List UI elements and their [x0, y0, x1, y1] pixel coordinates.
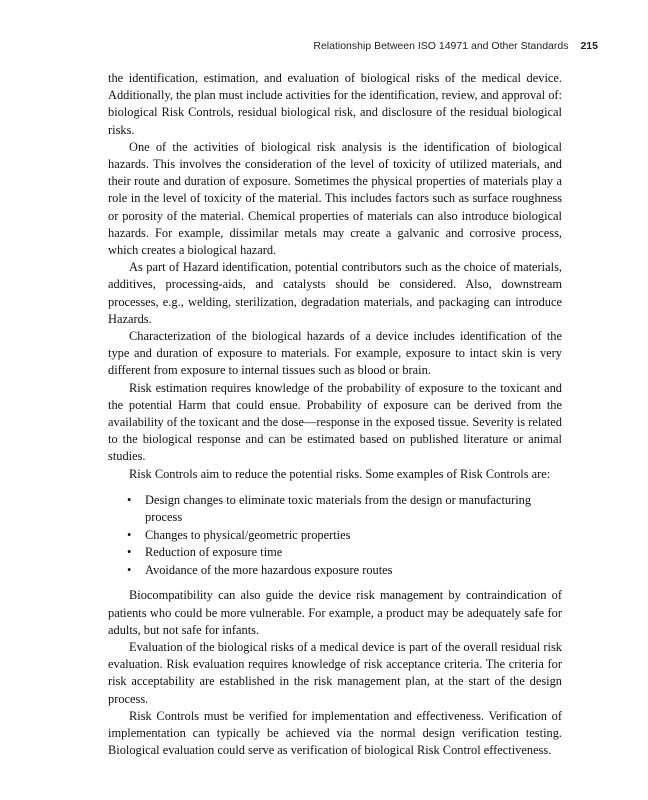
paragraph-verification: Risk Controls must be verified for implementation and effectiveness. Verification of implementation can typically be achieved via the normal design verification testing. Biological evaluation could serve as verification of biological Risk Control effectiveness.: [108, 708, 562, 758]
paragraph-biocompatibility: Biocompatibility can also guide the device risk management by contraindication of patients who could be more vulnerable. For example, a product may be adequately safe for adults, but not safe for infants.: [108, 588, 562, 637]
list-item: [108, 527, 562, 544]
running-header: [108, 40, 598, 52]
list-item: [108, 562, 562, 579]
paragraph-continuation: the identification, estimation, and evaluation of biological risks of the medical device. Additionally, the plan must include activities for the identification, review, and approval of: biological Risk Controls, residual biological risk, and disclosure of the residual biological risks.: [108, 71, 562, 137]
paragraph-characterization: Characterization of the biological hazards of a device includes identification of the type and duration of exposure to materials. For example, exposure to intact skin is very different from exposure to internal tissues such as blood or brain.: [108, 329, 562, 378]
risk-controls-list: [108, 492, 562, 580]
paragraph-risk-estimation: Risk estimation requires knowledge of the probability of exposure to the toxicant and the potential Harm that could ensue. Probability of exposure can be derived from the availability of the toxicant and the dose—response in the exposed tissue. Severity is related to the biological response and can be estimated based on published literature or animal studies.: [108, 380, 562, 464]
paragraph-biological-hazards: One of the activities of biological risk analysis is the identification of biological hazards. This involves the consideration of the level of toxicity of utilized materials, and their route and duration of exposure. Sometimes the physical properties of materials play a role in the level of toxicity of the material. This includes factors such as surface roughness or porosity of the material. Chemical properties of materials can also introduce biological hazards. For example, dissimilar metals may create a galvanic and corrosive process, which creates a biological hazard.: [108, 139, 562, 258]
list-item-text: Avoidance of the more hazardous exposure routes: [145, 563, 393, 578]
bullet-symbol: •: [127, 527, 132, 542]
bullet-symbol: •: [127, 492, 132, 507]
list-item-text: Reduction of exposure time: [145, 545, 283, 560]
bullet-symbol: •: [127, 563, 132, 578]
body-text: [108, 70, 562, 759]
bullet-symbol: •: [127, 545, 132, 560]
list-item-text: Design changes to eliminate toxic materials from the design or manufacturing process: [145, 492, 532, 525]
page-number: 215: [580, 40, 598, 52]
paragraph-hazard-identification: As part of Hazard identification, potential contributors such as the choice of materials, additives, processing-aids, and catalysts should be considered. Also, downstream processes, e.g., welding, sterilization, degradation materials, and packaging can introduce Hazards.: [108, 260, 562, 326]
list-item: [108, 492, 562, 526]
running-title: Relationship Between ISO 14971 and Other Standards: [313, 40, 569, 52]
list-item: [108, 544, 562, 561]
list-item-text: Changes to physical/geometric properties: [145, 527, 351, 542]
paragraph-risk-controls-intro: Risk Controls aim to reduce the potential risks. Some examples of Risk Controls are:: [129, 466, 551, 481]
paragraph-risk-evaluation: Evaluation of the biological risks of a medical device is part of the overall residual risk evaluation. Risk evaluation requires knowledge of risk acceptance criteria. The criteria for risk acceptability are established in the risk management plan, at the start of the design process.: [108, 640, 562, 706]
